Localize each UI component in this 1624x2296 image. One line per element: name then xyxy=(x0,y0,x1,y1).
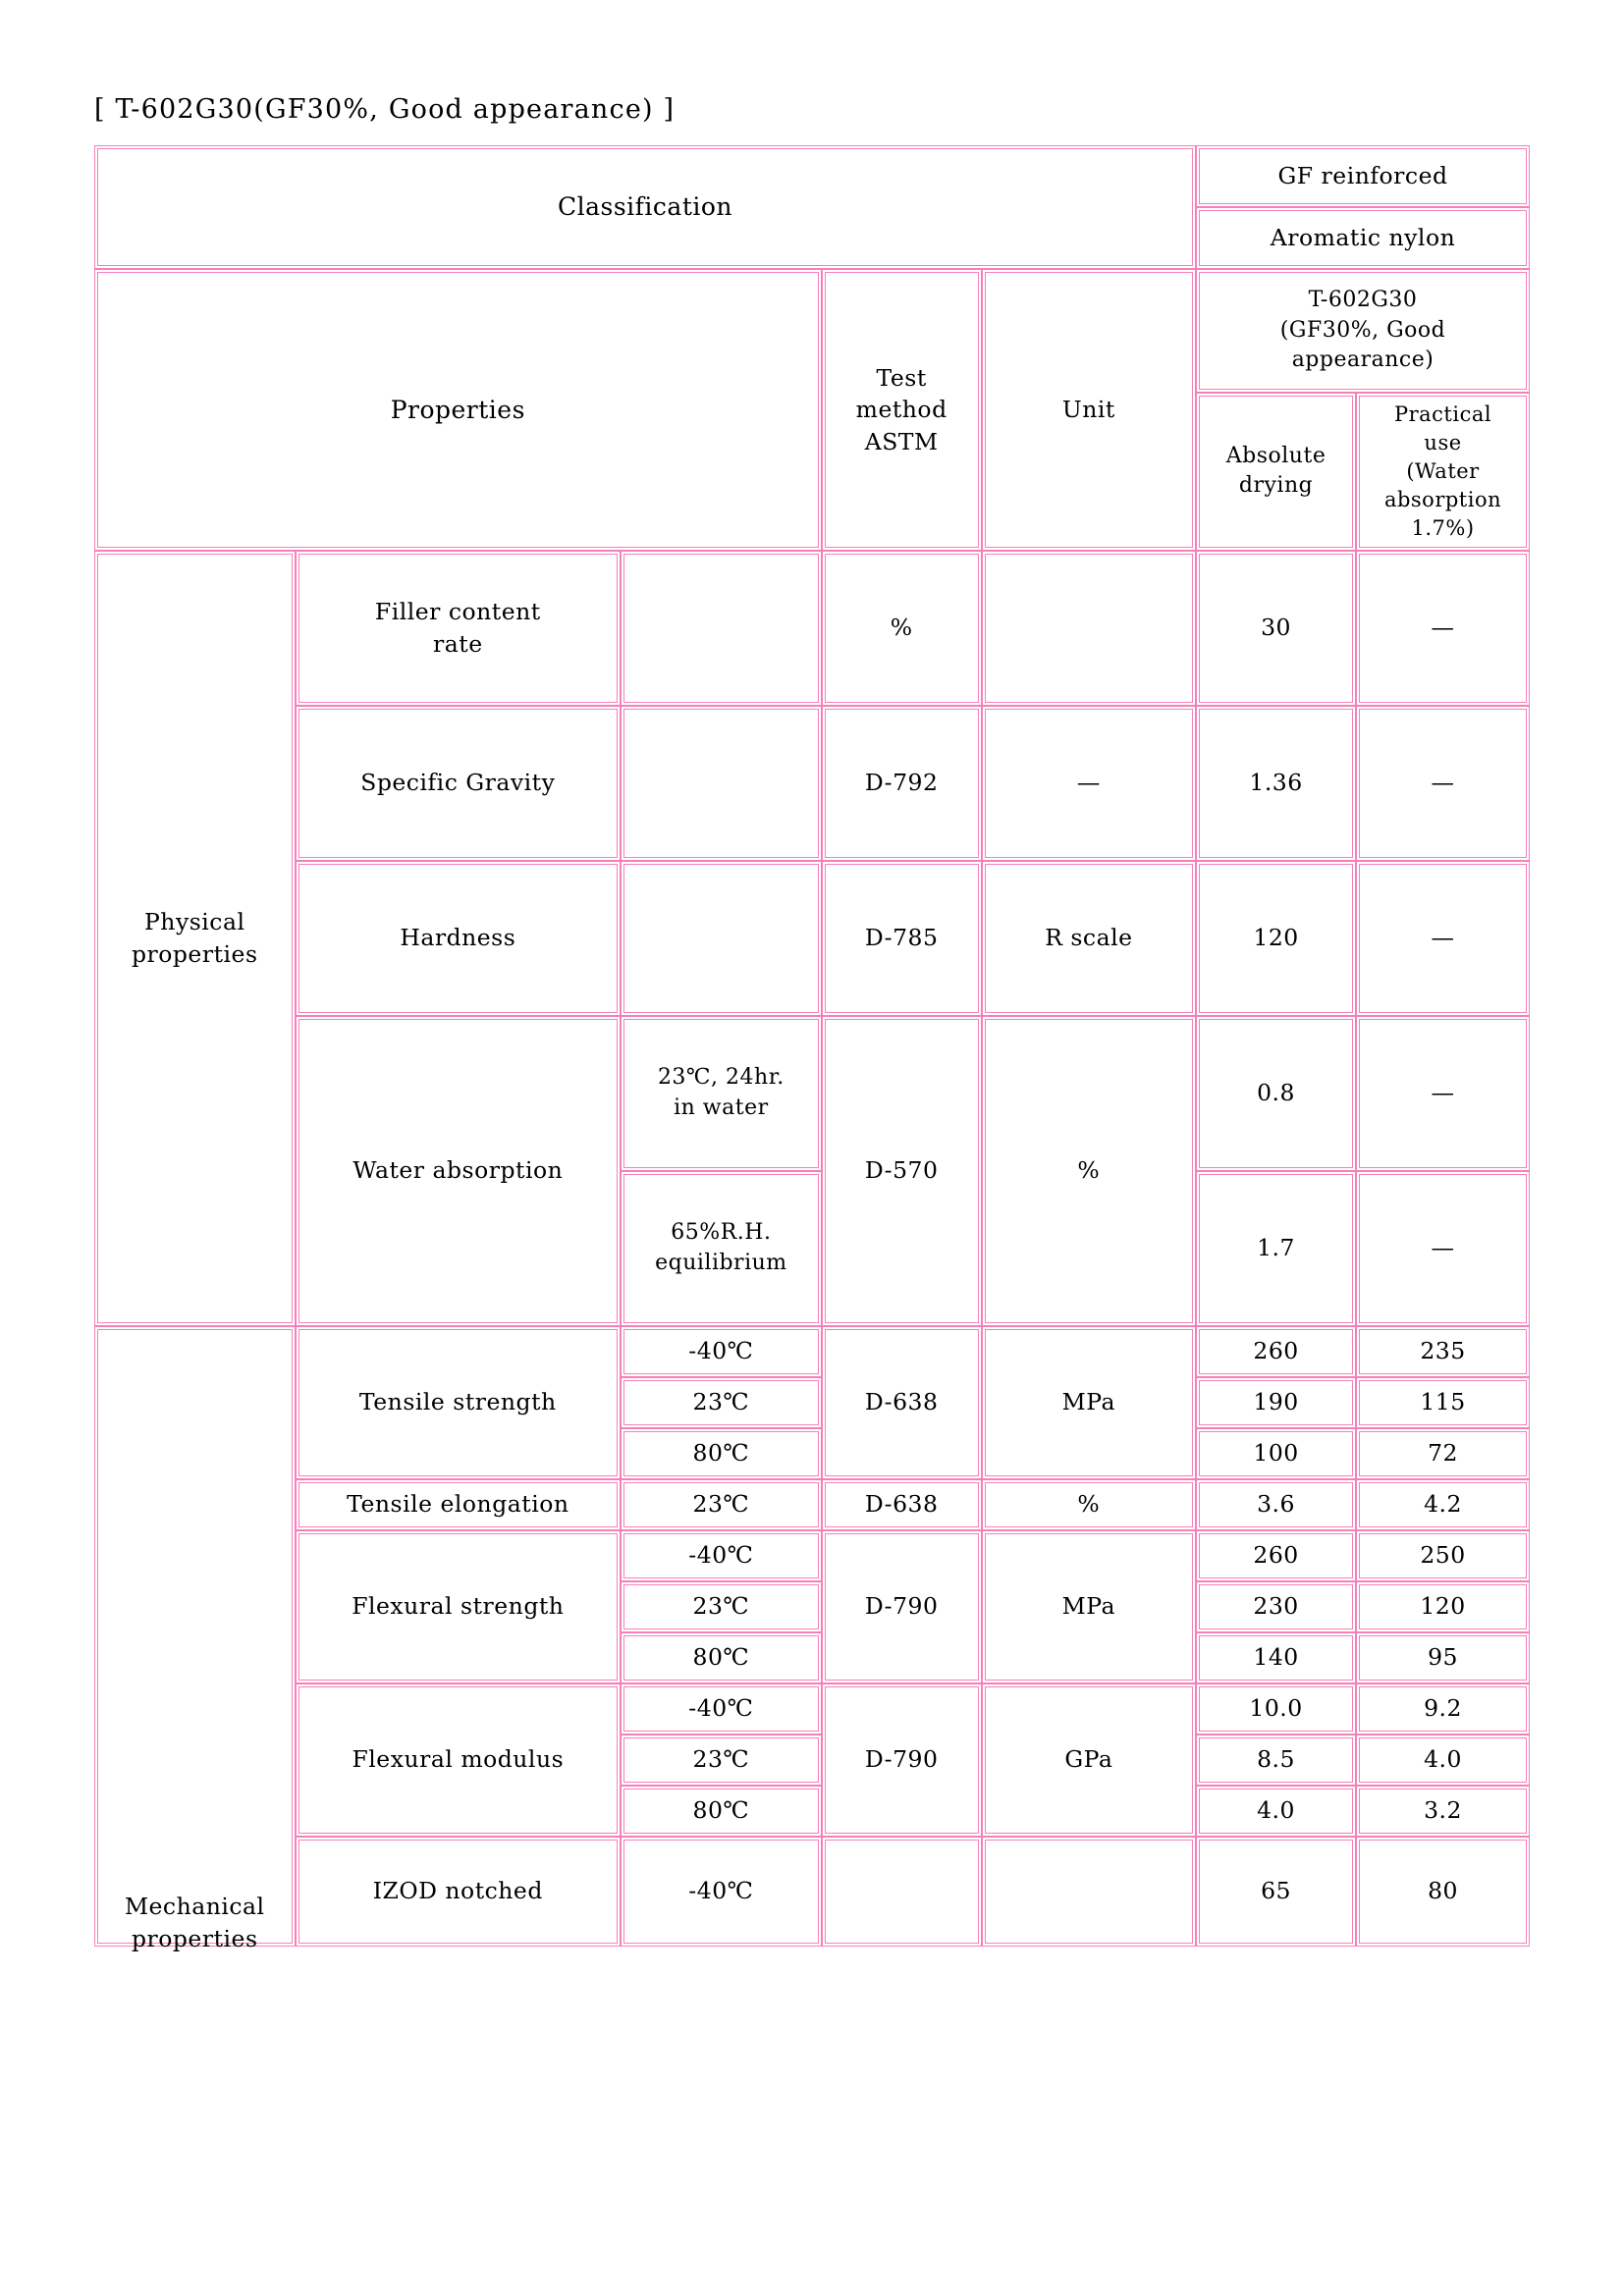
absolute-drying-header-cell xyxy=(1196,393,1356,551)
unit-water-absorption: % xyxy=(982,1016,1196,1326)
property-name-filler-content xyxy=(296,551,622,706)
unit-label: Unit xyxy=(1061,395,1115,423)
value-absolute-specific-gravity: 1.36 xyxy=(1196,706,1356,861)
test-method-filler-content: % xyxy=(822,551,982,706)
absolute-drying-label-line1: Absolute xyxy=(1225,444,1326,469)
category-aromatic-nylon-label: Aromatic nylon xyxy=(1270,223,1456,251)
grade-name-line1: T-602G30 xyxy=(1308,288,1418,313)
property-name-water-absorption: Water absorption xyxy=(296,1016,622,1326)
test-method-label-line2: method xyxy=(855,396,947,424)
table-row-specific-gravity xyxy=(94,706,1530,861)
value-practical-flexural-strength-3: 95 xyxy=(1356,1632,1530,1683)
spec-table-container xyxy=(94,145,1530,1952)
absolute-drying-label-line2: drying xyxy=(1238,473,1314,499)
condition-filler-content xyxy=(621,551,822,706)
test-method-hardness: D-785 xyxy=(822,861,982,1016)
property-name-flexural-strength: Flexural strength xyxy=(296,1530,622,1683)
practical-use-label-line5: 1.7%) xyxy=(1411,515,1475,540)
condition-hardness xyxy=(621,861,822,1016)
category-gf-reinforced-label: GF reinforced xyxy=(1277,161,1448,189)
test-method-tensile-elongation: D-638 xyxy=(822,1479,982,1530)
material-properties-table xyxy=(94,145,1530,1952)
table-row-tensile-elongation xyxy=(94,1479,1530,1530)
unit-tensile-strength: MPa xyxy=(982,1326,1196,1479)
water-absorption-condition-a-line1: 23℃, 24hr. xyxy=(657,1065,785,1091)
group-physical-label-line1: Physical xyxy=(144,908,245,936)
category-header-gf-cell xyxy=(1196,145,1530,207)
group-physical-properties-cell xyxy=(94,551,296,1326)
value-absolute-flexural-modulus-3: 4.0 xyxy=(1196,1786,1356,1837)
value-practical-flexural-modulus-2: 4.0 xyxy=(1356,1735,1530,1786)
condition-tensile-strength-3: 80℃ xyxy=(621,1428,822,1479)
value-practical-tensile-strength-1: 235 xyxy=(1356,1326,1530,1377)
page-title: [ T-602G30(GF30%, Good appearance) ] xyxy=(94,94,676,125)
test-method-tensile-strength: D-638 xyxy=(822,1326,982,1479)
test-method-izod-notched xyxy=(822,1837,982,1947)
condition-flexural-strength-3: 80℃ xyxy=(621,1632,822,1683)
value-practical-water-absorption-a: — xyxy=(1356,1016,1530,1171)
table-row-hardness xyxy=(94,861,1530,1016)
practical-use-label-line4: absorption xyxy=(1383,487,1502,511)
value-absolute-flexural-strength-1: 260 xyxy=(1196,1530,1356,1581)
condition-tensile-strength-1: -40℃ xyxy=(621,1326,822,1377)
test-method-specific-gravity: D-792 xyxy=(822,706,982,861)
property-name-tensile-elongation: Tensile elongation xyxy=(296,1479,622,1530)
condition-flexural-modulus-1: -40℃ xyxy=(621,1683,822,1735)
table-row-izod-notched xyxy=(94,1837,1530,1947)
condition-izod-notched: -40℃ xyxy=(621,1837,822,1947)
condition-tensile-elongation: 23℃ xyxy=(621,1479,822,1530)
condition-water-absorption-b xyxy=(621,1171,822,1326)
water-absorption-condition-a-line2: in water xyxy=(674,1095,769,1120)
condition-flexural-strength-2: 23℃ xyxy=(621,1581,822,1632)
value-practical-specific-gravity: — xyxy=(1356,706,1530,861)
value-absolute-tensile-strength-3: 100 xyxy=(1196,1428,1356,1479)
unit-specific-gravity: — xyxy=(982,706,1196,861)
unit-tensile-elongation: % xyxy=(982,1479,1196,1530)
condition-flexural-modulus-2: 23℃ xyxy=(621,1735,822,1786)
table-row-tensile-strength-1 xyxy=(94,1326,1530,1377)
value-absolute-hardness: 120 xyxy=(1196,861,1356,1016)
unit-flexural-modulus: GPa xyxy=(982,1683,1196,1837)
category-header-nylon-cell xyxy=(1196,207,1530,269)
properties-label: Properties xyxy=(390,395,525,424)
grade-header-cell xyxy=(1196,269,1530,393)
value-practical-flexural-strength-1: 250 xyxy=(1356,1530,1530,1581)
practical-use-label-line1: Practical xyxy=(1393,402,1492,426)
group-mechanical-label-line2: properties xyxy=(131,1924,258,1952)
property-name-izod-notched: IZOD notched xyxy=(296,1837,622,1947)
value-practical-filler-content: — xyxy=(1356,551,1530,706)
property-name-specific-gravity: Specific Gravity xyxy=(296,706,622,861)
condition-water-absorption-a xyxy=(621,1016,822,1171)
value-practical-izod-notched: 80 xyxy=(1356,1837,1530,1947)
unit-hardness: R scale xyxy=(982,861,1196,1016)
unit-filler-content xyxy=(982,551,1196,706)
value-absolute-filler-content: 30 xyxy=(1196,551,1356,706)
value-absolute-flexural-modulus-2: 8.5 xyxy=(1196,1735,1356,1786)
condition-flexural-modulus-3: 80℃ xyxy=(621,1786,822,1837)
properties-header-row xyxy=(94,269,1530,393)
unit-flexural-strength: MPa xyxy=(982,1530,1196,1683)
unit-izod-notched xyxy=(982,1837,1196,1947)
page-bottom-clip xyxy=(0,2219,1624,2296)
value-practical-flexural-modulus-3: 3.2 xyxy=(1356,1786,1530,1837)
value-absolute-flexural-strength-3: 140 xyxy=(1196,1632,1356,1683)
table-row-filler-content xyxy=(94,551,1530,706)
condition-specific-gravity xyxy=(621,706,822,861)
group-mechanical-label-line1: Mechanical xyxy=(124,1893,265,1921)
value-absolute-water-absorption-b: 1.7 xyxy=(1196,1171,1356,1326)
group-physical-label-line2: properties xyxy=(131,939,258,968)
value-practical-tensile-elongation: 4.2 xyxy=(1356,1479,1530,1530)
table-row-flexural-strength-1 xyxy=(94,1530,1530,1581)
property-name-flexural-modulus: Flexural modulus xyxy=(296,1683,622,1837)
water-absorption-condition-b-line2: equilibrium xyxy=(655,1250,787,1275)
value-absolute-tensile-strength-1: 260 xyxy=(1196,1326,1356,1377)
condition-tensile-strength-2: 23℃ xyxy=(621,1377,822,1428)
value-practical-flexural-modulus-1: 9.2 xyxy=(1356,1683,1530,1735)
test-method-flexural-strength: D-790 xyxy=(822,1530,982,1683)
property-name-hardness: Hardness xyxy=(296,861,622,1016)
value-practical-hardness: — xyxy=(1356,861,1530,1016)
test-method-water-absorption: D-570 xyxy=(822,1016,982,1326)
table-row-flexural-modulus-1 xyxy=(94,1683,1530,1735)
test-method-header-cell xyxy=(822,269,982,551)
value-practical-tensile-strength-3: 72 xyxy=(1356,1428,1530,1479)
filler-content-label-line1: Filler content xyxy=(374,598,541,626)
practical-use-header-cell xyxy=(1356,393,1530,551)
value-absolute-izod-notched: 65 xyxy=(1196,1837,1356,1947)
practical-use-label-line3: (Water xyxy=(1406,458,1480,483)
grade-name-line3: appearance) xyxy=(1291,347,1435,373)
table-row-water-absorption-a xyxy=(94,1016,1530,1171)
grade-name-line2: (GF30%, Good xyxy=(1279,317,1446,343)
value-practical-flexural-strength-2: 120 xyxy=(1356,1581,1530,1632)
practical-use-label-line2: use xyxy=(1424,430,1462,454)
value-absolute-flexural-strength-2: 230 xyxy=(1196,1581,1356,1632)
test-method-label-line3: ASTM xyxy=(864,427,939,455)
value-practical-water-absorption-b: — xyxy=(1356,1171,1530,1326)
value-absolute-water-absorption-a: 0.8 xyxy=(1196,1016,1356,1171)
properties-label-cell xyxy=(94,269,822,551)
value-absolute-tensile-elongation: 3.6 xyxy=(1196,1479,1356,1530)
unit-header-cell xyxy=(982,269,1196,551)
condition-flexural-strength-1: -40℃ xyxy=(621,1530,822,1581)
filler-content-label-line2: rate xyxy=(433,629,483,658)
value-absolute-flexural-modulus-1: 10.0 xyxy=(1196,1683,1356,1735)
classification-label-cell xyxy=(94,145,1196,269)
value-absolute-tensile-strength-2: 190 xyxy=(1196,1377,1356,1428)
test-method-label-line1: Test xyxy=(876,363,927,392)
value-practical-tensile-strength-2: 115 xyxy=(1356,1377,1530,1428)
property-name-tensile-strength: Tensile strength xyxy=(296,1326,622,1479)
classification-header-row xyxy=(94,145,1530,207)
classification-label: Classification xyxy=(557,192,733,222)
group-mechanical-properties-cell xyxy=(94,1326,296,1952)
test-method-flexural-modulus: D-790 xyxy=(822,1683,982,1837)
water-absorption-condition-b-line1: 65%R.H. xyxy=(671,1220,772,1246)
